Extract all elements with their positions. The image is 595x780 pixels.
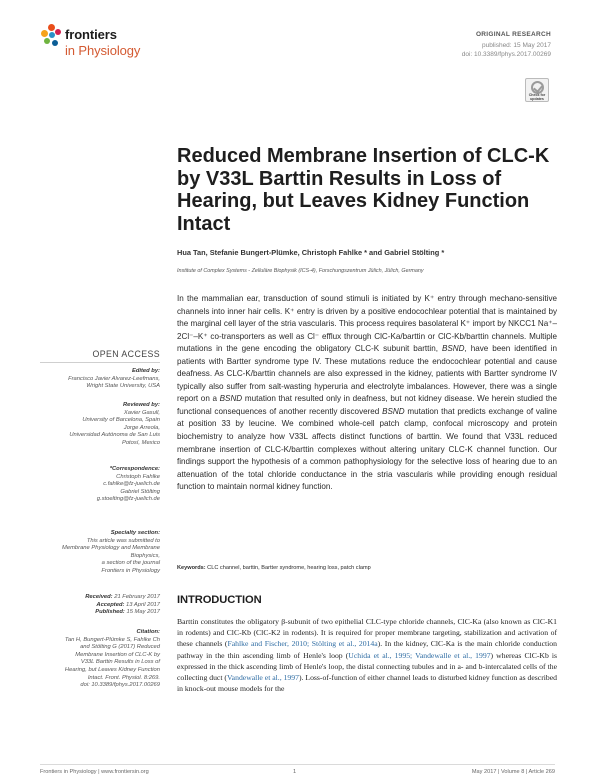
edited-by-block: Edited by: Francisco Javier Alvarez-Leefmans, Wright State University, USA xyxy=(40,368,160,391)
gene-name: BSND xyxy=(219,394,243,404)
published-date-side: 15 May 2017 xyxy=(126,609,160,616)
keywords-text: CLC channel, barttin, Bartter syndrome, hearing loss, patch clamp xyxy=(207,565,371,571)
sidebar-divider xyxy=(40,362,160,363)
check-for-updates-button[interactable] xyxy=(525,78,549,102)
specialty-heading: Specialty section: xyxy=(110,530,160,536)
correspondence-heading: *Correspondence: xyxy=(109,466,160,472)
dates-block: Received: 21 February 2017 Accepted: 13 April 2017 Published: 15 May 2017 xyxy=(85,594,160,616)
journal-logo[interactable] xyxy=(40,24,170,64)
keywords xyxy=(177,565,557,571)
reviewed-by-block: Reviewed by: Xavier Gasull, University of Barcelona, Spain Jorge Arreola, Universidad Autónoma de San Luis Potosí, Mexico xyxy=(40,402,160,448)
author-list: Hua Tan, Stefanie Bungert-Plümke, Christoph Fahlke * and Gabriel Stölting * xyxy=(177,248,445,257)
introduction-text: Barttin constitutes the obligatory β-subunit of two epithelial CLC-type chloride channels, ClC-Ka (also known as ClC-K1 in rodents) and ClC-Kb (ClC-K2 in rodents). It is required for proper membrane targeting, stabilization and activation of these channels (Fahlke and Fischer, 2010; Stölting et al., 2014a). In the kidney, ClC-Ka is the main chloride conduction pathway in the thin ascending limb of Henle's loop (Uchida et al., 1995; Vandewalle et al., 1997) whereas ClC-Kb is expressed in the thick ascending limb of Henle's loop, the distal connecting tubules and in a- and b-intercalated cells of the collecting duct (Vandewalle et al., 1997). Loss-of-function of either channel leads to disturbed kidney function as described in knock-out mouse models for the xyxy=(177,617,558,694)
citation-heading: Citation: xyxy=(136,629,160,635)
introduction-heading: INTRODUCTION xyxy=(177,594,262,606)
edited-by-heading: Edited by: xyxy=(131,368,160,374)
frontiers-logo-icon xyxy=(40,24,62,50)
abstract: In the mammalian ear, transduction of sound stimuli is initiated by K⁺ entry through mechano-sensitive channels into inner hair cells. K⁺ entry is driven by a positive endocochlear potential that is maintained by the marginal cell layer of the stria vascularis. This process requires basolateral K⁺ import by NKCC1 Na⁺–2Cl⁻–K⁺ co-transporters as well as Cl⁻ efflux through ClC-Ka/barttin or ClC-Kb/barttin channels. Multiple mutations in the gene encoding the obligatory CLC-K subunit barttin, BSND, have been identified in patients with Bartter syndrome type IV. These mutations reduce the endocochlear potential and cause deafness. As CLC-K/barttin channels are also expressed in the kidney, patients with Bartter syndrome IV typically also suffer from salt-wasting hyperuria and electrolyte imbalances. However, there was a single report on a BSND mutation that resulted only in deafness, but not kidney disease. We herein studied the functional consequences of another recently discovered BSND mutation that predicts exchange of valine at position 33 by leucine. We combined whole-cell patch clamp, confocal microscopy and protein biochemistry to analyze how V33L affects distinct functions of barttin. We found that V33L reduced membrane insertion of CLC-K/barttin complexes without altering unitary CLC-K channel function. Our findings support the hypothesis of a common pathophysiology for the selective loss of hearing due to an attenuation of the total chloride conductance in the stria vascularis while providing enough residual function to maintain normal kidney function. xyxy=(177,294,557,492)
correspondence-block: *Correspondence: Christoph Fahlke c.fahlke@fz-juelich.de Gabriel Stölting g.stoelting@fz-juelich.de xyxy=(40,466,160,504)
footer-journal-link[interactable]: Frontiers in Physiology | www.frontiersin.org xyxy=(40,769,149,775)
footer-divider xyxy=(40,764,555,765)
keywords-label: Keywords: xyxy=(177,565,206,571)
article-title: Reduced Membrane Insertion of CLC-K by V33L Barttin Results in Loss of Hearing, but Leaves Kidney Function Intact xyxy=(177,145,550,235)
reviewed-by-heading: Reviewed by: xyxy=(122,402,160,408)
reference-link[interactable]: Fahlke and Fischer, 2010; Stölting et al., 2014a xyxy=(227,639,378,649)
received-date: 21 February 2017 xyxy=(114,594,160,600)
specialty-section-block: Specialty section: This article was submitted to Membrane Physiology and Membrane Biophysics, a section of the journal Frontiers in Physiology xyxy=(40,530,160,576)
page-number: 1 xyxy=(293,769,297,775)
footer-volume-info: May 2017 | Volume 8 | Article 269 xyxy=(471,769,555,775)
reference-link[interactable]: Vandewalle et al., 1997 xyxy=(226,673,299,683)
logo-wordmark: frontiers xyxy=(65,27,117,42)
email-link[interactable]: g.stoelting@fz-juelich.de xyxy=(96,496,160,503)
check-for-updates-label: Check for updates xyxy=(528,93,546,101)
article-type: ORIGINAL RESEARCH xyxy=(475,31,551,38)
open-access-label: OPEN ACCESS xyxy=(92,349,160,359)
gene-name: BSND xyxy=(382,406,405,416)
reference-link[interactable]: Uchida et al., 1995; Vandewalle et al., 1997 xyxy=(348,650,491,660)
citation-doi-link[interactable]: doi: 10.3389/fphys.2017.00269 xyxy=(80,682,160,689)
doi-link[interactable]: doi: 10.3389/fphys.2017.00269 xyxy=(461,51,551,58)
citation-block: Citation: Tan H, Bungert-Plümke S, Fahlke Ch and Stölting G (2017) Reduced Membrane Insertion of CLC-K by V33L Barttin Results in Loss of Hearing, but Leaves Kidney Function Intact. Front. Physiol. 8:269. doi: 10.3389/fphys.2017.00269 xyxy=(40,629,160,690)
published-date: published: 15 May 2017 xyxy=(481,42,551,49)
email-link[interactable]: c.fahlke@fz-juelich.de xyxy=(103,481,160,488)
accepted-date: 13 April 2017 xyxy=(126,601,160,608)
logo-journal-name: in Physiology xyxy=(65,43,141,58)
affiliation: Institute of Complex Systems - Zelluläre Biophysik (ICS-4), Forschungszentrum Jülich, Jülich, Germany xyxy=(177,268,424,274)
gene-name: BSND xyxy=(441,344,465,354)
